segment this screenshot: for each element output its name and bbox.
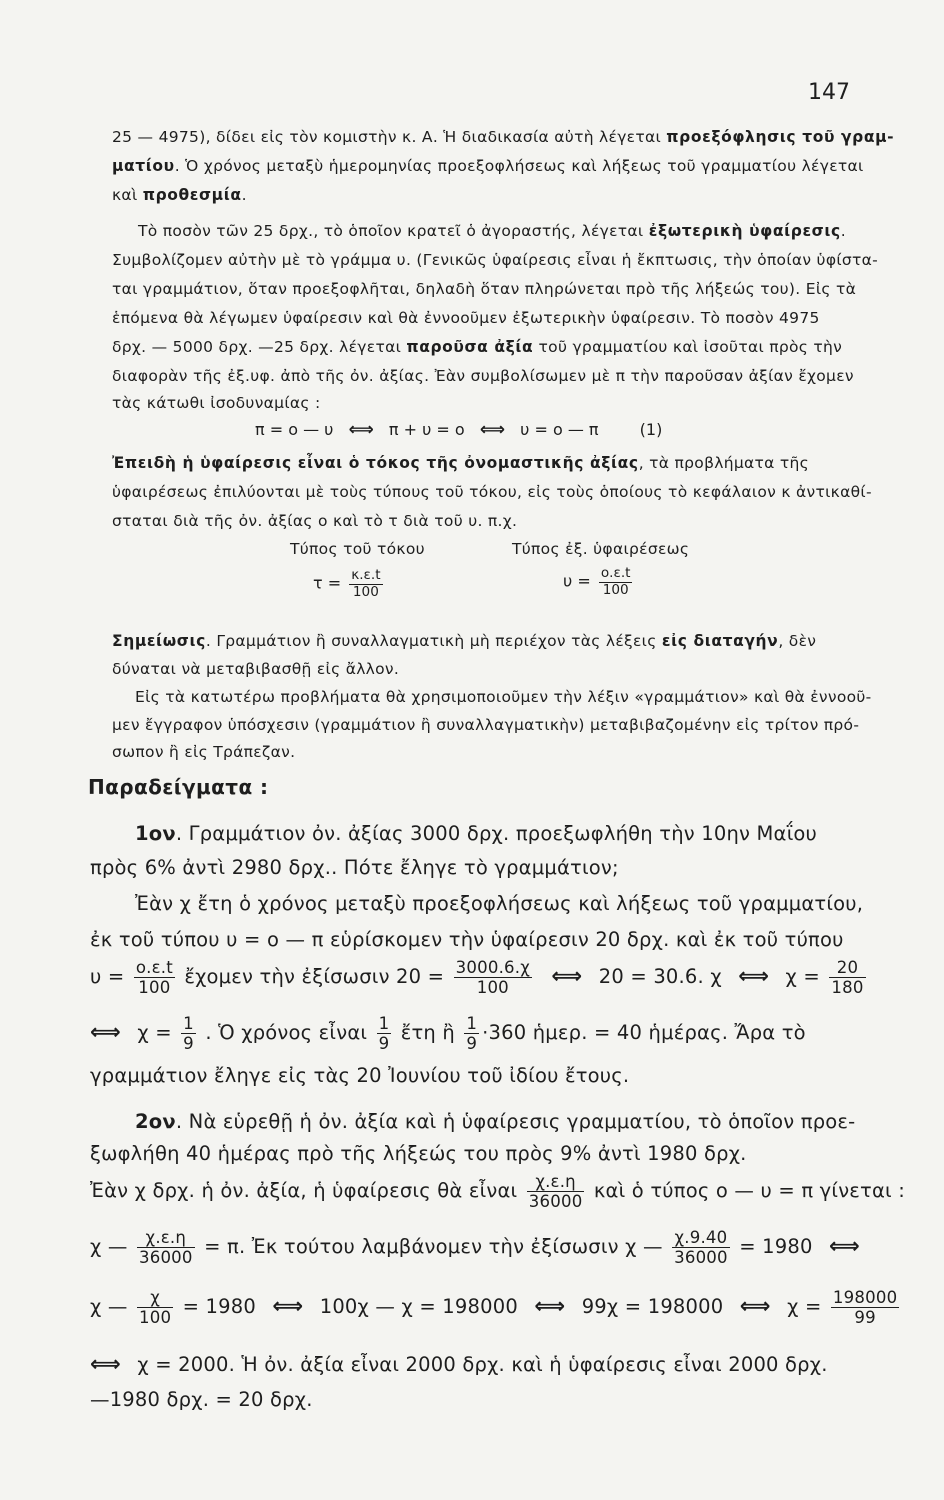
example-number: 1ον <box>135 822 176 845</box>
ex1-line1: 1ον. Γραμμάτιον ὀν. ἀξίας 3000 δρχ. προεξωφλήθη τὴν 10ην Μαΐου <box>135 822 818 845</box>
para2-line4: ἑπόμενα θὰ λέγωμεν ὑφαίρεσιν καὶ θὰ ἐννοοῦμεν ἐξωτερικὴν ὑφαίρεσιν. Τὸ ποσὸν 4975 <box>112 309 820 327</box>
para2-line3: ται γραμμάτιον, ὅταν προεξοφλῆται, δηλαδὴ ὅταν πληρώνεται πρὸ τῆς λήξεώς του). Εἰς τὰ <box>112 280 857 298</box>
fraction: $\frac{o.\varepsilon.t}{100}$ <box>600 565 631 598</box>
ex2-line1: 2ον. Νὰ εὑρεθῇ ἡ ὀν. ἀξία καὶ ἡ ὑφαίρεσις γραμματίου, τὸ ὁποῖον προε- <box>135 1110 856 1133</box>
term-parousa-axia: παροῦσα ἀξία <box>406 338 534 356</box>
double-arrow-icon: ⟺ <box>534 1294 566 1320</box>
double-arrow-icon: ⟺ <box>272 1294 304 1320</box>
note-line3: Εἰς τὰ κατωτέρω προβλήματα θὰ χρησιμοποιοῦμεν τὴν λέξιν «γραμμάτιον» καὶ θὰ ἐννοοῦ- <box>135 688 872 706</box>
ex2-line4: χ — $\frac{\chi.\varepsilon.\eta}{36000}$ = π. Ἐκ τούτου λαμβάνομεν τὴν ἐξίσωσιν χ — $\frac{\chi.9.40}{36000}$ = 1980 ⟺ <box>90 1228 860 1268</box>
formula-discount: υ = $\frac{o.\varepsilon.t}{100}$ <box>563 565 631 598</box>
ex1-line2: πρὸς 6% ἀντὶ 2980 δρχ.. Πότε ἔληγε τὸ γραμμάτιον; <box>90 856 619 879</box>
note-line2: δύναται νὰ μεταβιβασθῇ εἰς ἄλλον. <box>112 660 400 678</box>
double-arrow-icon: ⟺ <box>551 964 583 990</box>
double-arrow-icon: ⟺ <box>90 1352 121 1377</box>
note-line5: σωπον ἢ εἰς Τράπεζαν. <box>112 743 296 761</box>
fraction: $\frac{o.\varepsilon.t}{100}$ <box>135 958 173 998</box>
ex2-line7: —1980 δρχ. = 20 δρχ. <box>90 1388 313 1411</box>
double-arrow-icon: ⟺ <box>828 1234 860 1260</box>
term-eis-diatagin: εἰς διαταγήν <box>661 632 779 650</box>
double-arrow-icon: ⟺ <box>348 420 374 440</box>
bold-statement: Ἐπειδὴ ἡ ὑφαίρεσις εἶναι ὁ τόκος τῆς ὀνομαστικῆς ἀξίας <box>112 454 639 472</box>
para1-line1: 25 — 4975), δίδει εἰς τὸν κομιστὴν κ. Α. Ἡ διαδικασία αὐτὴ λέγεται προεξόφλησις τοῦ γραμ- <box>112 128 895 146</box>
fraction: $\frac{20}{180}$ <box>831 958 864 998</box>
formula-label-interest: Τύπος τοῦ τόκου <box>290 540 425 558</box>
ex2-line6: ⟺ χ = 2000. Ἡ ὀν. ἀξία εἶναι 2000 δρχ. καὶ ἡ ὑφαίρεσις εἶναι 2000 δρχ. <box>90 1352 828 1377</box>
para2-line1: Τὸ ποσὸν τῶν 25 δρχ., τὸ ὁποῖον κρατεῖ ὁ ἀγοραστής, λέγεται ἐξωτερικὴ ὑφαίρεσις. <box>138 222 847 240</box>
fraction: $\frac{\chi.\varepsilon.\eta}{36000}$ <box>528 1172 583 1212</box>
term-proexoflisis: προεξόφλησις τοῦ γραμ- <box>666 128 895 146</box>
double-arrow-icon: ⟺ <box>90 1020 121 1046</box>
ex2-line5: χ — $\frac{\chi}{100}$ = 1980 ⟺ 100χ — χ = 198000 ⟺ 99χ = 198000 ⟺ χ = $\frac{198000}{99}$ <box>90 1288 898 1328</box>
fraction: $\frac{1}{9}$ <box>466 1014 478 1054</box>
ex1-line5: υ = $\frac{o.\varepsilon.t}{100}$ ἔχομεν τὴν ἐξίσωσιν 20 = $\frac{3000.6.\chi}{100}$ ⟺ 20 = 30.6. χ ⟺ χ = $\frac{20}{180}$ <box>90 958 864 998</box>
double-arrow-icon: ⟺ <box>479 420 506 440</box>
page-number: 147 <box>808 80 850 105</box>
para3-line2: ὑφαιρέσεως ἐπιλύονται μὲ τοὺς τύπους τοῦ τόκου, εἰς τοὺς ὁποίους τὸ κεφάλαιον κ ἀντικαθί- <box>112 483 872 501</box>
note-title: Σημείωσις <box>112 632 206 650</box>
para1-line2: ματίου. Ὁ χρόνος μεταξὺ ἡμερομηνίας προεξοφλήσεως καὶ λήξεως τοῦ γραμματίου λέγεται <box>112 157 864 175</box>
term-prothesmia: προθεσμία <box>142 186 242 204</box>
fraction: $\frac{\chi}{100}$ <box>138 1288 172 1328</box>
para2-line5: δρχ. — 5000 δρχ. —25 δρχ. λέγεται παροῦσα ἀξία τοῦ γραμματίου καὶ ἰσοῦται πρὸς τὴν <box>112 338 843 356</box>
equation-number: (1) <box>639 420 663 439</box>
para3-line1: Ἐπειδὴ ἡ ὑφαίρεσις εἶναι ὁ τόκος τῆς ὀνομαστικῆς ἀξίας, τὰ προβλήματα τῆς <box>112 454 810 472</box>
ex1-line7: γραμμάτιον ἔληγε εἰς τὰς 20 Ἰουνίου τοῦ ἰδίου ἔτους. <box>90 1064 630 1087</box>
para2-line6: διαφορὰν τῆς ἐξ.υφ. ἀπὸ τῆς ὀν. ἀξίας. Ἐὰν συμβολίσωμεν μὲ π τὴν παροῦσαν ἀξίαν ἔχομεν <box>112 367 854 385</box>
fraction: $\frac{1}{9}$ <box>183 1014 194 1054</box>
formula-interest: τ = $\frac{\kappa.\varepsilon.t}{100}$ <box>313 567 381 600</box>
note-line4: μεν ἔγγραφον ὑπόσχεσιν (γραμμάτιον ἢ συναλλαγματικὴν) μεταβιβαζομένην εἰς τρίτον πρό- <box>112 716 860 734</box>
fraction: $\frac{\chi.\varepsilon.\eta}{36000}$ <box>138 1228 193 1268</box>
ex2-line3: Ἐὰν χ δρχ. ἡ ὀν. ἀξία, ἡ ὑφαίρεσις θὰ εἶναι $\frac{\chi.\varepsilon.\eta}{36000}$ καὶ ὁ τύπος ο — υ = π γίνεται : <box>90 1172 905 1212</box>
fraction: $\frac{\chi.9.40}{36000}$ <box>674 1228 728 1268</box>
para1-line3: καὶ προθεσμία. <box>112 186 247 204</box>
ex1-line4: ἐκ τοῦ τύπου υ = ο — π εὑρίσκομεν τὴν ὑφαίρεσιν 20 δρχ. καὶ ἐκ τοῦ τύπου <box>90 928 844 951</box>
ex1-line3: Ἐὰν χ ἔτη ὁ χρόνος μεταξὺ προεξοφλήσεως καὶ λήξεως τοῦ γραμματίου, <box>135 892 864 915</box>
fraction: $\frac{1}{9}$ <box>378 1014 390 1054</box>
example-number: 2ον <box>135 1110 176 1133</box>
double-arrow-icon: ⟺ <box>738 964 770 990</box>
equivalence-line: π = ο — υ ⟺ π + υ = ο ⟺ υ = ο — π (1) <box>255 420 663 440</box>
ex2-line2: ξωφλήθη 40 ἡμέρας πρὸ τῆς λήξεώς του πρὸς 9% ἀντὶ 1980 δρχ. <box>90 1142 747 1165</box>
ex1-line6: ⟺ χ = $\frac{1}{9}$ . Ὁ χρόνος εἶναι $\frac{1}{9}$ ἔτη ἢ $\frac{1}{9}$ ·360 ἡμερ. = 40 ἡμέρας. Ἄρα τὸ <box>90 1014 806 1054</box>
examples-heading: Παραδείγματα : <box>88 775 269 799</box>
term-exoteriki-yfairesis: ἐξωτερικὴ ὑφαίρεσις <box>648 222 841 240</box>
para2-line7: τὰς κάτωθι ἰσοδυναμίας : <box>112 394 321 412</box>
formula-label-discount: Τύπος ἐξ. ὑφαιρέσεως <box>512 540 690 558</box>
para3-line3: σταται διὰ τῆς ὀν. ἀξίας ο καὶ τὸ τ διὰ τοῦ υ. π.χ. <box>112 512 518 530</box>
note-line1: Σημείωσις. Γραμμάτιον ἢ συναλλαγματικὴ μὴ περιέχον τὰς λέξεις εἰς διαταγήν, δὲν <box>112 632 817 650</box>
double-arrow-icon: ⟺ <box>739 1294 771 1320</box>
fraction: $\frac{\kappa.\varepsilon.t}{100}$ <box>351 567 381 600</box>
fraction: $\frac{3000.6.\chi}{100}$ <box>455 958 531 998</box>
para2-line2: Συμβολίζομεν αὐτὴν μὲ τὸ γράμμα υ. (Γενικῶς ὑφαίρεσις εἶναι ἡ ἔκπτωσις, τὴν ὁποίαν ὑφίστα- <box>112 251 879 269</box>
fraction: $\frac{198000}{99}$ <box>832 1288 898 1328</box>
